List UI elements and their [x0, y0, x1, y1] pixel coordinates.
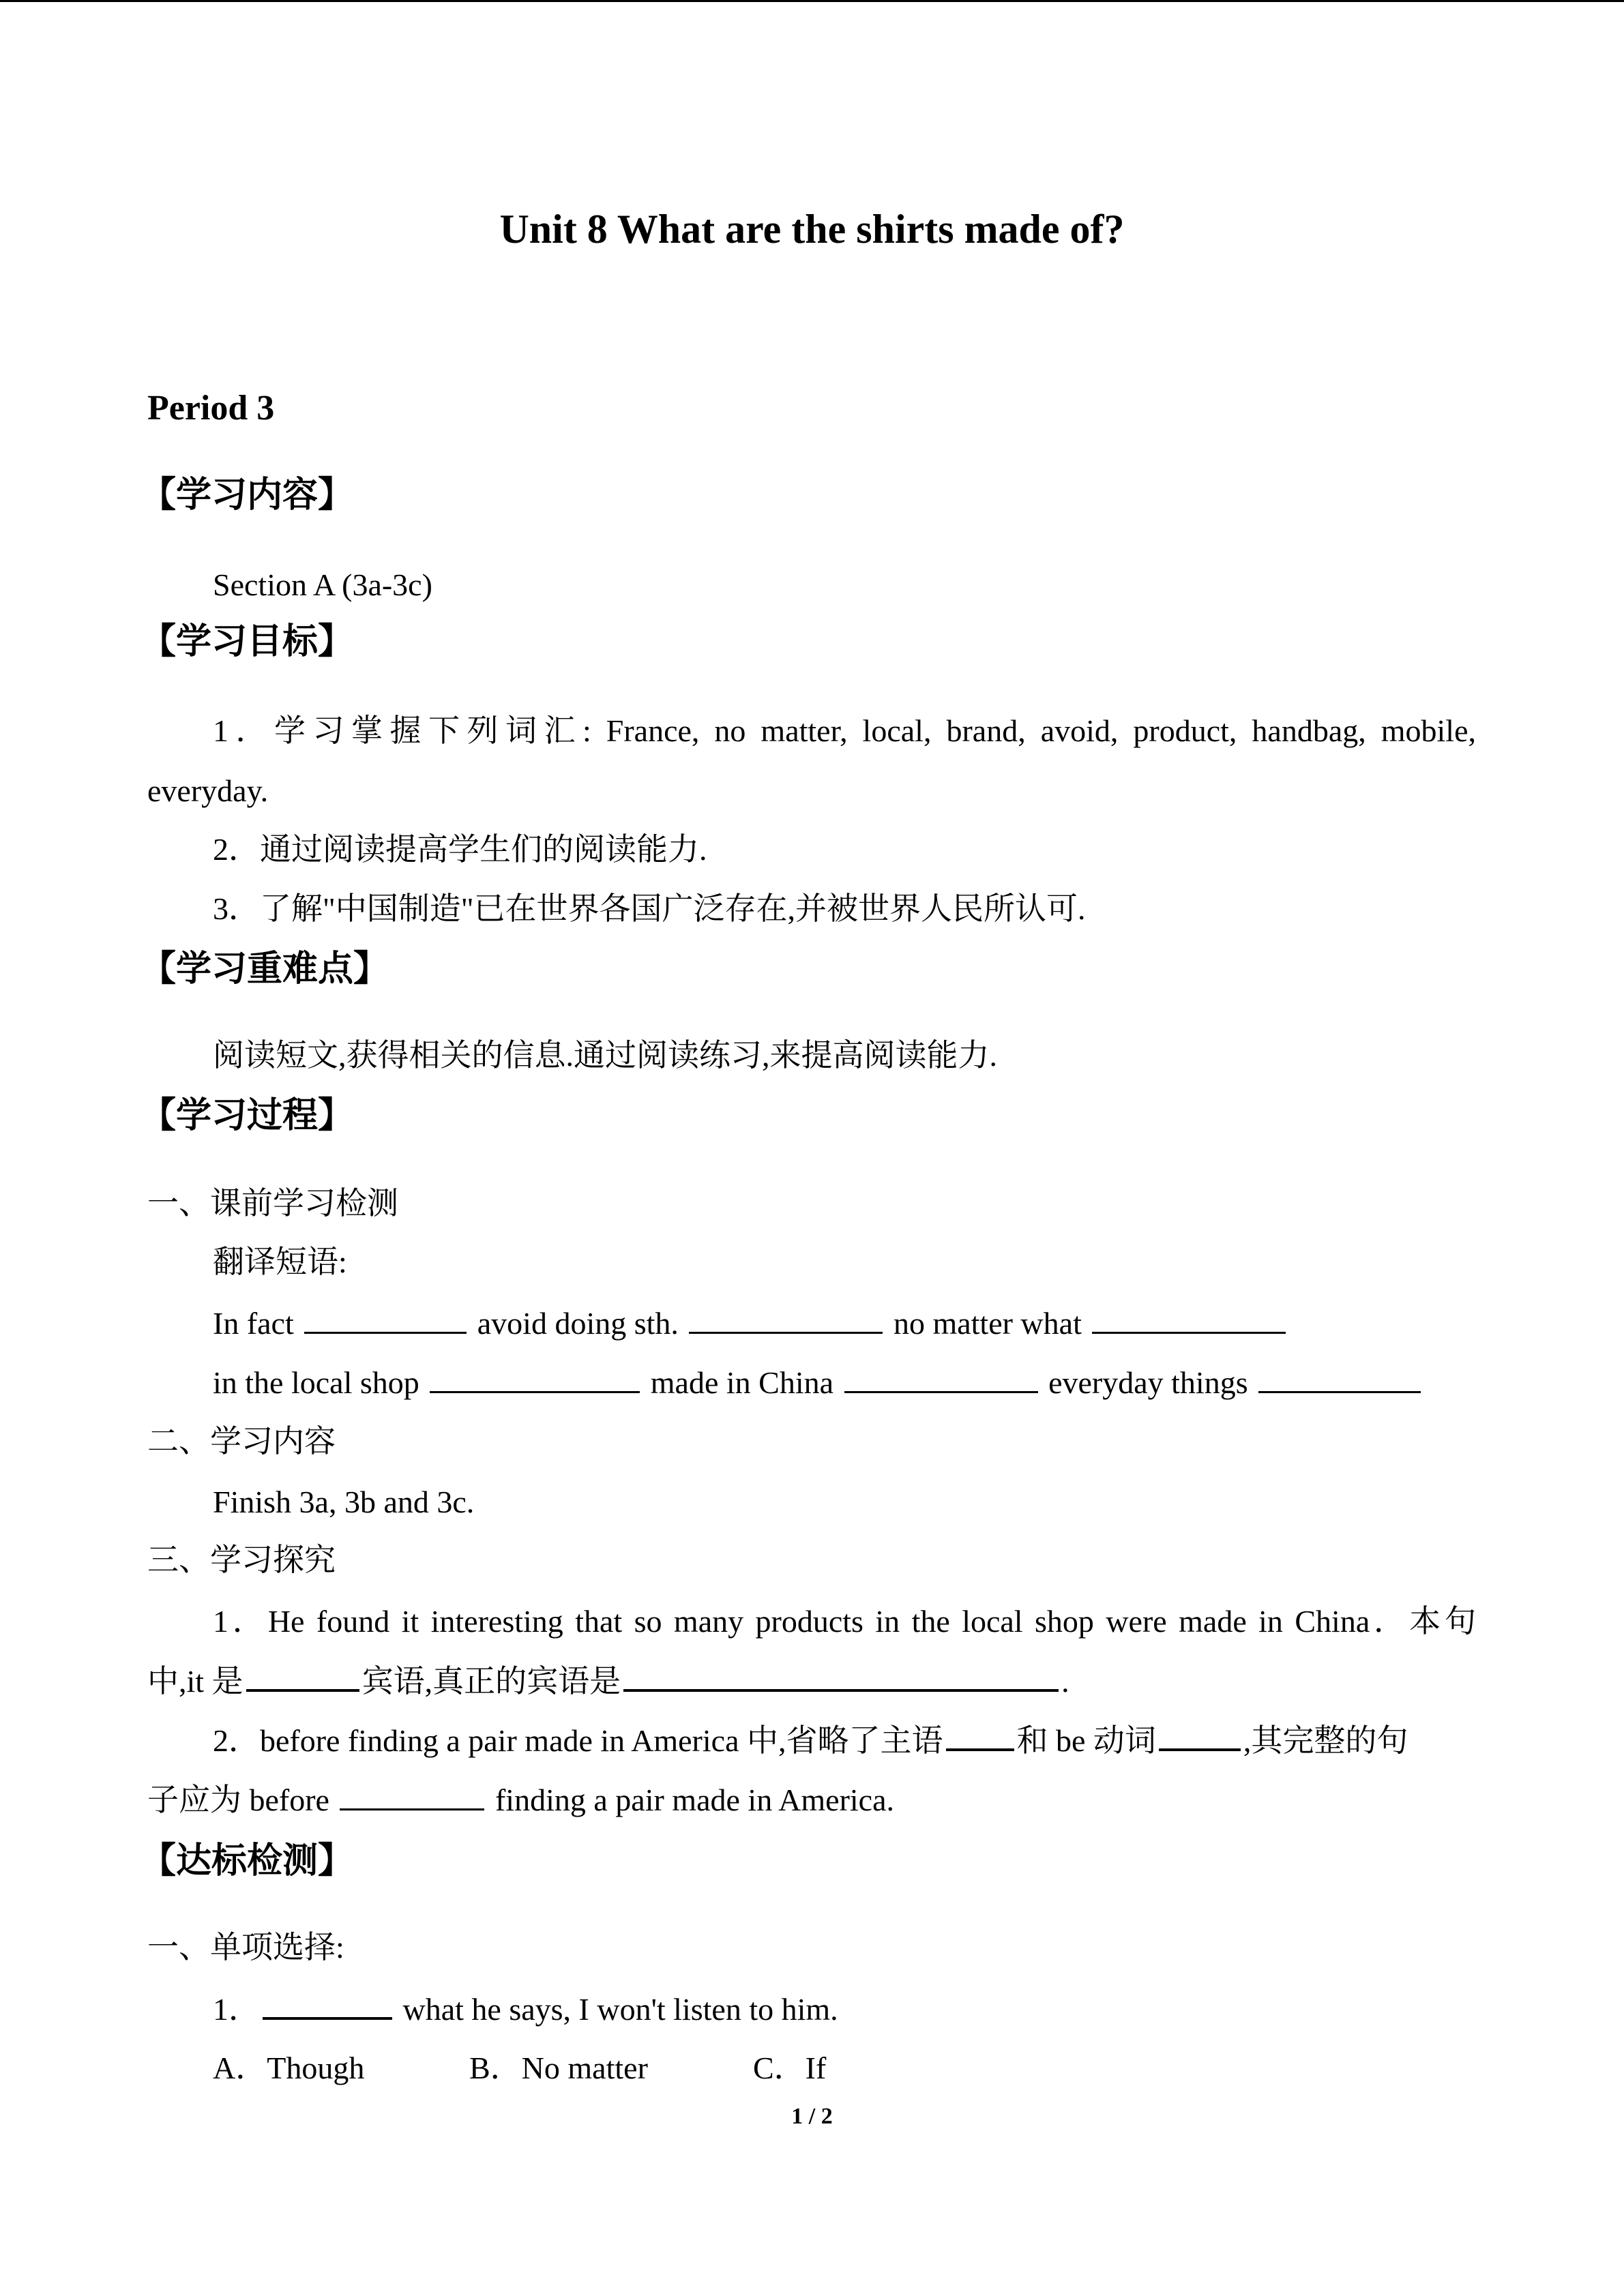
process-part1-title: 一、课前学习检测: [147, 1186, 398, 1221]
inquiry-question-1-cont: [147, 1662, 1069, 1700]
goal-item-3: 3．了解"中国制造"已在世界各国广泛存在,并被世界人民所认可.: [213, 891, 1086, 926]
option-c[interactable]: C．If: [753, 2051, 827, 2085]
process-part1-instruction: 翻译短语:: [213, 1244, 347, 1279]
period-label: Period 3: [147, 389, 275, 428]
page-number: 1 / 2: [791, 2104, 833, 2129]
heading-learning-content: 【学习内容】: [141, 475, 354, 516]
heading-learning-process: 【学习过程】: [141, 1095, 354, 1136]
inquiry-question-2-cont: [147, 1781, 894, 1819]
inquiry-question-1: 1．He found it interesting that so many products in the local shop were made in China．本句: [213, 1604, 1476, 1639]
question-number: 1．: [213, 1992, 260, 2027]
answer-blank[interactable]: [1092, 1304, 1286, 1334]
question-text: ,其完整的句: [1243, 1723, 1408, 1758]
heading-assessment: 【达标检测】: [141, 1840, 354, 1881]
answer-blank[interactable]: [844, 1364, 1038, 1393]
inquiry-question-2: [213, 1721, 1408, 1759]
answer-blank[interactable]: [263, 1990, 392, 2020]
phrase-text: avoid doing sth.: [477, 1306, 679, 1341]
learning-content-text: Section A (3a-3c): [213, 567, 432, 602]
phrase-text: no matter what: [893, 1306, 1082, 1341]
question-text: 子应为 before: [147, 1783, 329, 1817]
answer-blank[interactable]: [246, 1662, 359, 1692]
answer-blank[interactable]: [340, 1781, 484, 1810]
phrase-text: In fact: [213, 1306, 294, 1341]
heading-learning-goals: 【学习目标】: [141, 621, 354, 662]
answer-blank[interactable]: [623, 1662, 1059, 1692]
option-a[interactable]: A．Though: [213, 2051, 365, 2085]
goal-item-1: 1．学习掌握下列词汇: France, no matter, local, brand, avoid, product, handbag, mobile,: [213, 713, 1476, 748]
heading-key-points: 【学习重难点】: [141, 949, 389, 989]
answer-blank[interactable]: [689, 1304, 883, 1334]
phrase-text: made in China: [650, 1365, 834, 1400]
answer-blank[interactable]: [946, 1721, 1014, 1751]
phrase-row-1: [213, 1304, 1288, 1342]
process-part3-title: 三、学习探究: [147, 1542, 336, 1577]
document-title: Unit 8 What are the shirts made of?: [499, 207, 1125, 252]
key-points-text: 阅读短文,获得相关的信息.通过阅读练习,来提高阅读能力.: [213, 1038, 997, 1073]
question-text: 和 be 动词: [1016, 1723, 1156, 1758]
option-b[interactable]: B．No matter: [469, 2051, 648, 2085]
process-part2-text: Finish 3a, 3b and 3c.: [213, 1485, 475, 1519]
phrase-text: in the local shop: [213, 1365, 419, 1400]
process-part2-title: 二、学习内容: [147, 1424, 336, 1459]
assessment-part1-title: 一、单项选择:: [147, 1930, 344, 1965]
answer-blank[interactable]: [1258, 1364, 1421, 1393]
answer-blank[interactable]: [430, 1364, 640, 1393]
answer-blank[interactable]: [304, 1304, 467, 1334]
answer-blank[interactable]: [1159, 1721, 1241, 1751]
goal-item-2: 2．通过阅读提高学生们的阅读能力.: [213, 832, 707, 867]
question-text: 宾语,真正的宾语是: [361, 1664, 621, 1699]
question-text: 中,it 是: [147, 1664, 243, 1699]
goal-item-1-cont: everyday.: [147, 773, 269, 808]
question-text: 2．before finding a pair made in America 中,省略了主语: [213, 1723, 943, 1758]
question-text: .: [1061, 1664, 1069, 1699]
question-text: finding a pair made in America.: [494, 1783, 895, 1817]
phrase-row-2: [213, 1364, 1423, 1401]
phrase-text: everyday things: [1048, 1365, 1248, 1400]
assessment-question-1: [213, 1990, 838, 2028]
question-text: what he says, I won't listen to him.: [402, 1992, 838, 2027]
